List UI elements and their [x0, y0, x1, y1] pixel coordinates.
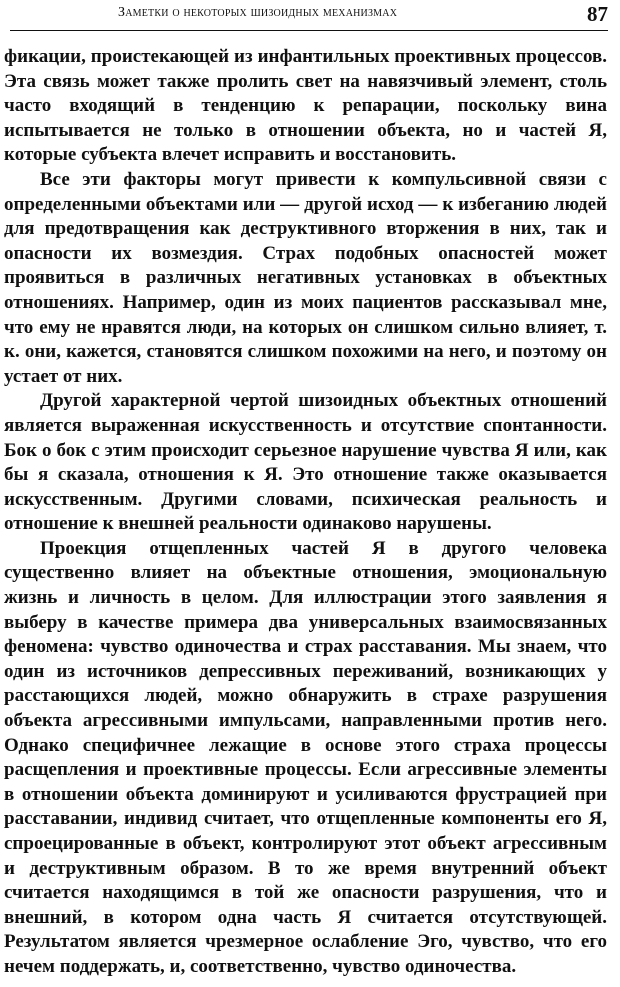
page-number: 87 — [587, 2, 608, 26]
running-title: Заметки о некоторых шизоидных механизмах — [118, 5, 398, 20]
page-header — [10, 2, 608, 31]
body-text — [4, 45, 607, 980]
paragraph-continuation: фикации, проистекающей из инфантильных проективных процессов. Эта связь может также пролить свет на навязчивый элемент, столь часто входящий в тенденцию к репарации, поскольку вина испытывается не только в отношении объекта, но и частей Я, которые субъекта влечет исправить и восстановить. — [4, 46, 607, 166]
paragraph: Проекция отщепленных частей Я в другого человека существенно влияет на объектные отношения, эмоциональную жизнь и личность в целом. Для иллюстрации этого заявления я выберу в качестве примера два универсальных взаимосвязанных феномена: чувство одиночества и страх расставания. Мы знаем, что один из источников депрессивных переживаний, возникающих у расстающихся людей, можно обнаружить в страхе разрушения объекта агрессивными импульсами, направленными против него. Однако специфичнее лежащие в основе этого страха процессы расщепления и проективные процессы. Если агрессивные элементы в отношении объекта доминируют и усиливаются фрустрацией при расставании, индивид считает, что отщепленные компоненты его Я, спроецированные в объект, контролируют этот объект агрессивным и деструктивным образом. В то же время внутренний объект считается находящимся в той же опасности разрушения, что и внешний, в котором одна часть Я считается отсутствующей. Результатом является чрезмерное ослабление Эго, чувство, что его нечем поддержать, и, соответственно, чувство одиночества. — [4, 537, 607, 977]
paragraph: Другой характерной чертой шизоидных объектных отношений является выраженная искусственность и отсутствие спонтанности. Бок о бок с этим происходит серьезное нарушение чувства Я или, как бы я сказала, отношения к Я. Это отношение также оказывается искусственным. Другими словами, психическая реальность и отношение к внешней реальности одинаково нарушены. — [4, 390, 607, 535]
paragraph: Все эти факторы могут привести к компульсивной связи с определенными объектами или — другой исход — к избеганию людей для предотвращения как деструктивного вторжения в них, так и опасности их возмездия. Страх подобных опасностей может проявиться в различных негативных установках в объектных отношениях. Например, один из моих пациентов рассказывал мне, что ему не нравятся люди, на которых он слишком сильно влияет, т. к. они, кажется, становятся слишком похожими на него, и поэтому он устает от них. — [4, 168, 607, 387]
